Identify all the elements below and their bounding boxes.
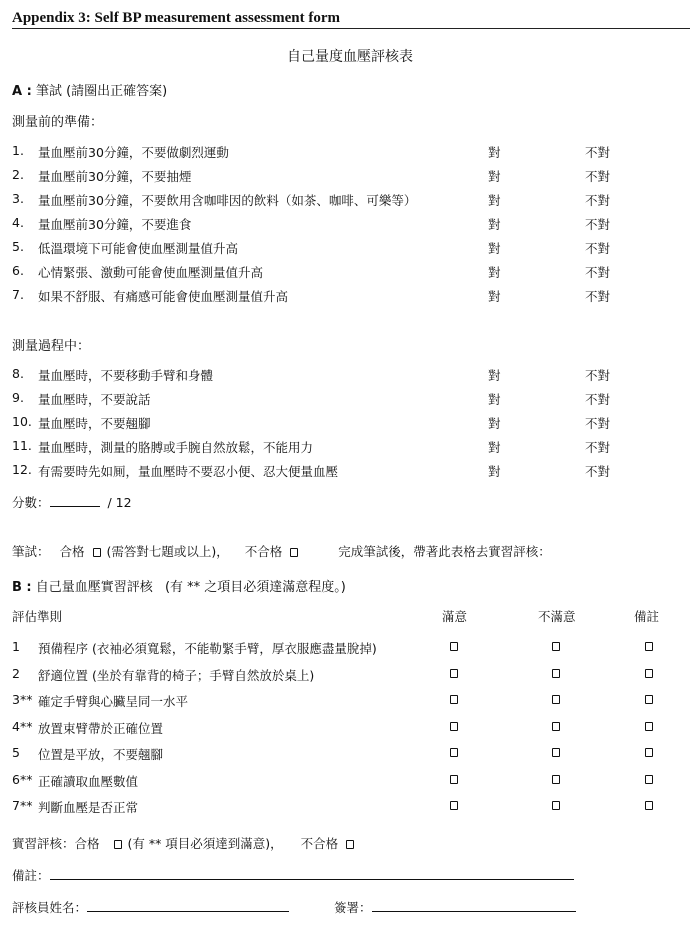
question-text: 心情緊張、激動可能會使血壓測量值升高 — [38, 265, 264, 280]
answer-true[interactable]: 對 — [488, 265, 501, 280]
question-text: 有需要時先如厠，量血壓時不要忍小便、忍大便量血壓 — [38, 464, 339, 479]
answer-false[interactable]: 不對 — [585, 464, 611, 479]
answer-false[interactable]: 不對 — [585, 289, 611, 304]
question-number: 7. — [12, 287, 24, 302]
remarks-checkbox[interactable] — [645, 669, 653, 678]
col-unsatisfied: 不滿意 — [538, 609, 576, 624]
practical-fail-label: 不合格 — [300, 836, 339, 851]
criteria-number: 2 — [12, 665, 20, 681]
question-text: 量血壓前30分鐘，不要做劇烈運動 — [38, 145, 229, 160]
remarks-blank[interactable] — [50, 867, 574, 880]
answer-true[interactable]: 對 — [488, 440, 501, 455]
question-text: 低溫環境下可能會使血壓測量值升高 — [38, 241, 239, 256]
question-row — [0, 462, 700, 482]
signature-line — [334, 898, 576, 916]
criteria-row — [0, 745, 700, 765]
question-text: 量血壓時，不要移動手臂和身體 — [38, 368, 214, 383]
practical-pass-checkbox[interactable] — [114, 840, 122, 849]
section-b-label: B : — [12, 580, 32, 595]
criteria-number: 4** — [12, 718, 33, 734]
question-row — [0, 263, 700, 283]
criteria-text: 正確讀取血壓數值 — [38, 773, 139, 789]
criteria-text: 舒適位置 (坐於有靠背的椅子；手臂自然放於桌上) — [38, 667, 315, 683]
answer-true[interactable]: 對 — [488, 169, 501, 184]
satisfied-checkbox[interactable] — [450, 695, 458, 704]
written-result-line — [12, 542, 551, 560]
question-text: 量血壓前30分鐘，不要進食 — [38, 217, 192, 232]
answer-true[interactable]: 對 — [488, 464, 501, 479]
question-number: 10. — [12, 414, 32, 429]
score-line — [12, 493, 132, 511]
question-row — [0, 414, 700, 434]
written-pass-label: 合格 — [59, 544, 85, 559]
criteria-number: 1 — [12, 639, 20, 654]
title-rule — [12, 28, 690, 29]
satisfied-checkbox[interactable] — [450, 775, 458, 784]
criteria-number: 3** — [12, 692, 33, 707]
remarks-line — [12, 866, 574, 884]
score-blank[interactable] — [50, 494, 100, 507]
remarks-checkbox[interactable] — [645, 695, 653, 704]
col-criteria: 評估準則 — [12, 609, 63, 624]
practical-fail-checkbox[interactable] — [346, 840, 354, 849]
unsatisfied-checkbox[interactable] — [552, 801, 560, 810]
question-text: 量血壓時，測量的胳膊或手腕自然放鬆，不能用力 — [38, 440, 314, 455]
written-fail-checkbox[interactable] — [290, 548, 298, 557]
question-number: 4. — [12, 215, 24, 230]
criteria-row — [0, 692, 700, 712]
written-pass-note: (需答對七題或以上)， — [106, 544, 229, 559]
question-row — [0, 215, 700, 235]
criteria-number: 7** — [12, 798, 33, 813]
answer-false[interactable]: 不對 — [585, 193, 611, 208]
section-a-label: A : — [12, 84, 32, 99]
remarks-label: 備註： — [12, 868, 50, 883]
question-number: 12. — [12, 462, 32, 477]
question-text: 量血壓時，不要說話 — [38, 392, 151, 407]
unsatisfied-checkbox[interactable] — [552, 642, 560, 651]
answer-true[interactable]: 對 — [488, 217, 501, 232]
question-row — [0, 239, 700, 259]
criteria-text: 確定手臂與心臟呈同一水平 — [38, 694, 189, 709]
remarks-checkbox[interactable] — [645, 775, 653, 784]
question-row — [0, 438, 700, 458]
answer-false[interactable]: 不對 — [585, 265, 611, 280]
question-number: 6. — [12, 263, 24, 278]
answer-true[interactable]: 對 — [488, 289, 501, 304]
appendix-title: Appendix 3: Self BP measurement assessment form — [12, 10, 341, 26]
answer-false[interactable]: 不對 — [585, 392, 611, 407]
answer-true[interactable]: 對 — [488, 193, 501, 208]
unsatisfied-checkbox[interactable] — [552, 748, 560, 757]
assessor-name-blank[interactable] — [87, 899, 289, 912]
remarks-checkbox[interactable] — [645, 722, 653, 731]
unsatisfied-checkbox[interactable] — [552, 775, 560, 784]
question-number: 5. — [12, 239, 24, 254]
criteria-row — [0, 666, 700, 686]
question-row — [0, 287, 700, 307]
remarks-checkbox[interactable] — [645, 748, 653, 757]
question-number: 2. — [12, 167, 24, 182]
question-text: 量血壓前30分鐘，不要抽煙 — [38, 169, 192, 184]
written-fail-label: 不合格 — [244, 544, 283, 559]
answer-true[interactable]: 對 — [488, 368, 501, 383]
section-a-title: 筆試 (請圈出正確答案) — [35, 84, 168, 99]
written-pass-checkbox[interactable] — [93, 548, 101, 557]
remarks-checkbox[interactable] — [645, 642, 653, 651]
signature-blank[interactable] — [372, 899, 576, 912]
answer-false[interactable]: 不對 — [585, 416, 611, 431]
question-number: 1. — [12, 143, 24, 158]
process-heading: 測量過程中： — [12, 339, 91, 354]
question-number: 11. — [12, 438, 32, 453]
question-row — [0, 366, 700, 386]
answer-true[interactable]: 對 — [488, 241, 501, 256]
criteria-row — [0, 798, 700, 818]
satisfied-checkbox[interactable] — [450, 642, 458, 651]
after-written-note: 完成筆試後，帶著此表格去實習評核： — [338, 544, 551, 559]
criteria-row — [0, 772, 700, 792]
section-b-header — [12, 576, 346, 595]
satisfied-checkbox[interactable] — [450, 669, 458, 678]
assessor-line — [12, 898, 289, 916]
practical-result-line — [12, 834, 354, 852]
question-row — [0, 390, 700, 410]
criteria-number: 5 — [12, 745, 20, 760]
signature-label: 簽署： — [334, 900, 372, 915]
criteria-text: 位置是平放，不要翹腳 — [38, 747, 164, 762]
practical-pass-note: (有 ** 項目必須達到滿意)， — [127, 836, 283, 851]
answer-false[interactable]: 不對 — [585, 368, 611, 383]
answer-true[interactable]: 對 — [488, 392, 501, 407]
answer-false[interactable]: 不對 — [585, 145, 611, 160]
criteria-text: 判斷血壓是否正常 — [38, 800, 139, 815]
score-label: 分數： — [12, 495, 50, 510]
satisfied-checkbox[interactable] — [450, 801, 458, 810]
criteria-number: 6** — [12, 771, 33, 787]
satisfied-checkbox[interactable] — [450, 748, 458, 757]
unsatisfied-checkbox[interactable] — [552, 695, 560, 704]
remarks-checkbox[interactable] — [645, 801, 653, 810]
answer-false[interactable]: 不對 — [585, 241, 611, 256]
question-row — [0, 167, 700, 187]
practical-result-label: 實習評核：合格 — [12, 836, 100, 851]
assessor-label: 評核員姓名： — [12, 900, 88, 915]
answer-true[interactable]: 對 — [488, 416, 501, 431]
criteria-text: 預備程序 (衣袖必須寬鬆，不能勒緊手臂，厚衣服應盡量脫掉) — [38, 641, 377, 656]
unsatisfied-checkbox[interactable] — [552, 722, 560, 731]
question-text: 量血壓時，不要翹腳 — [38, 416, 151, 431]
practical-table-header — [0, 607, 700, 627]
answer-false[interactable]: 不對 — [585, 169, 611, 184]
answer-false[interactable]: 不對 — [585, 217, 611, 232]
question-text: 量血壓前30分鐘，不要飲用含咖啡因的飲料（如茶、咖啡、可樂等） — [38, 193, 417, 208]
satisfied-checkbox[interactable] — [450, 722, 458, 731]
criteria-text: 放置束臂帶於正確位置 — [38, 720, 164, 736]
prep-heading: 測量前的準備： — [12, 115, 104, 130]
question-number: 9. — [12, 390, 24, 405]
answer-false[interactable]: 不對 — [585, 440, 611, 455]
col-satisfied: 滿意 — [442, 609, 468, 624]
section-a-header — [12, 80, 167, 99]
section-b-note: (有 ** 之項目必須達滿意程度。) — [164, 580, 346, 595]
question-number: 8. — [12, 366, 24, 381]
section-b-title: 自己量血壓實習評核 — [35, 580, 153, 595]
question-row — [0, 143, 700, 163]
form-title: 自己量度血壓評核表 — [287, 49, 413, 65]
unsatisfied-checkbox[interactable] — [552, 669, 560, 678]
written-result-label: 筆試： — [12, 544, 50, 559]
col-remarks: 備註 — [634, 609, 660, 624]
question-row — [0, 191, 700, 211]
score-total: / 12 — [107, 495, 132, 510]
question-number: 3. — [12, 191, 24, 206]
answer-true[interactable]: 對 — [488, 145, 501, 160]
criteria-row — [0, 639, 700, 659]
question-text: 如果不舒服、有痛感可能會使血壓測量值升高 — [38, 289, 289, 304]
criteria-row — [0, 719, 700, 739]
